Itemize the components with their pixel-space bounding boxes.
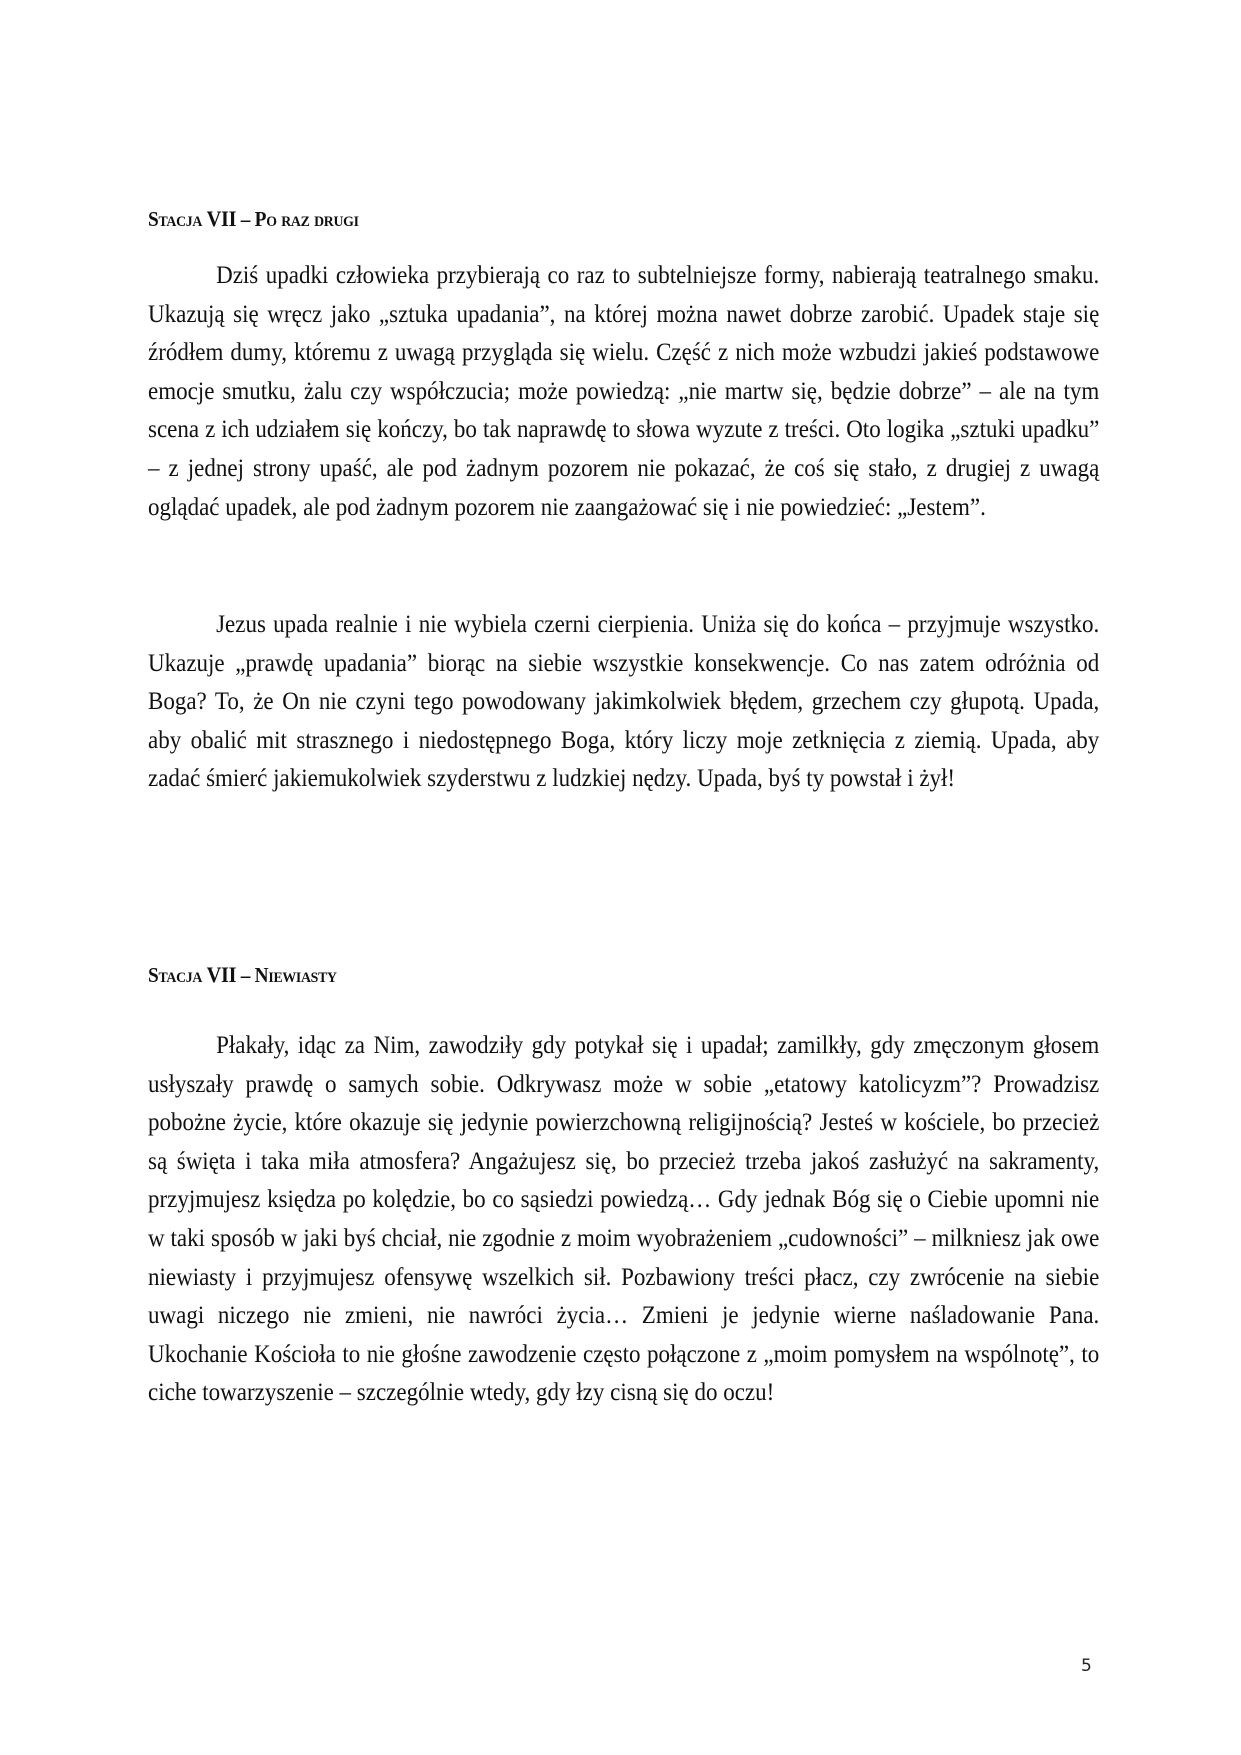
section-heading-niewiasty [148,962,337,988]
heading-prefix: Stacja [148,963,207,987]
paragraph-3: Płakały, idąc za Nim, zawodziły gdy potykał się i upadał; zamilkły, gdy zmęczonym głosem usłyszały prawdę o samych sobie. Odkrywasz może w sobie „etatowy katolicyzm”? Prowadzisz pobożne życie, które okazuje się jedynie powierzchowną religijnością? Jesteś w kościele, bo przecież są święta i taka miła atmosfera? Angażujesz się, bo przecież trzeba jakoś zasłużyć na sakramenty, przyjmujesz księdza po kolędzie, bo co sąsiedzi powiedzą… Gdy jednak Bóg się o Ciebie upomni nie w taki sposób w jaki byś chciał, nie zgodnie z moim wyobrażeniem „cudowności” – milkniesz jak owe niewiasty i przyjmujesz ofensywę wszelkich sił. Pozbawiony treści płacz, czy zwrócenie na siebie uwagi niczego nie zmieni, nie nawróci życia… Zmieni je jedynie wierne naśladowanie Pana. Ukochanie Kościoła to nie głośne zawodzenie często połączone z „moim pomysłem na wspólnotę”, to ciche towarzyszenie – szczególnie wtedy, gdy łzy cisną się do oczu! [148,1032,1100,1407]
paragraph-2: Jezus upada realnie i nie wybiela czerni cierpienia. Uniża się do końca – przyjmuje wszystko. Ukazuje „prawdę upadania” biorąc na siebie wszystkie konsekwencje. Co nas zatem odróżnia od Boga? To, że On nie czyni tego powodowany jakimkolwiek błędem, grzechem czy głupotą. Upada, aby obalić mit strasznego i niedostępnego Boga, który liczy moje zetknięcia z ziemią. Upada, aby zadać śmierć jakiemukolwiek szyderstwu z ludzkiej nędzy. Upada, byś ty powstał i żył! [148,611,1100,793]
heading-suffix: – Po raz drugi [236,207,359,231]
heading-roman-numeral: VII [206,206,237,231]
section-heading-po-raz-drugi [148,206,359,232]
heading-suffix: – Niewiasty [236,963,337,987]
page-number: 5 [1081,1656,1092,1676]
heading-prefix: Stacja [148,207,207,231]
heading-roman-numeral: VII [206,962,237,987]
paragraph-1: Dziś upadki człowieka przybierają co raz to subtelniejsze formy, nabierają teatralnego smaku. Ukazują się wręcz jako „sztuka upadania”, na której można nawet dobrze zarobić. Upadek staje się źródłem dumy, któremu z uwagą przygląda się wielu. Część z nich może wzbudzi jakieś podstawowe emocje smutku, żalu czy współczucia; może powiedzą: „nie martw się, będzie dobrze” – ale na tym scena z ich udziałem się kończy, bo tak naprawdę to słowa wyzute z treści. Oto logika „sztuki upadku” – z jednej strony upaść, ale pod żadnym pozorem nie pokazać, że coś się stało, z drugiej z uwagą oglądać upadek, ale pod żadnym pozorem nie zaangażować się i nie powiedzieć: „Jestem”. [148,262,1100,521]
